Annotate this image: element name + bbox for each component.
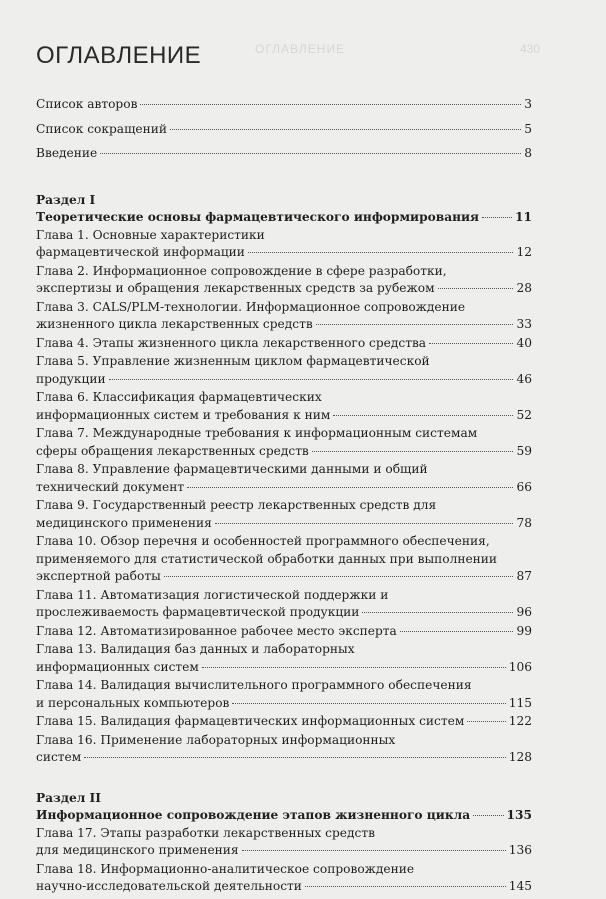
toc-chapter-entry[interactable] <box>36 533 532 586</box>
toc-entry-text: экспертной работы <box>36 569 161 583</box>
toc-page-number: 135 <box>506 808 532 822</box>
dot-leader <box>242 850 506 851</box>
toc-chapter-entry[interactable] <box>36 587 532 622</box>
toc-entry-text: научно-исследовательской деятельности <box>36 879 302 893</box>
toc-entry-last-line <box>36 842 532 860</box>
toc-chapter-entry[interactable] <box>36 263 532 298</box>
dot-leader <box>100 153 521 154</box>
toc-entry-text: жизненного цикла лекарственных средств <box>36 317 313 331</box>
toc-entry-line: Глава 2. Информационное сопровождение в сфере разработки, <box>36 263 447 278</box>
toc-page-number: 136 <box>508 843 532 857</box>
toc-entry-line: Глава 8. Управление фармацевтическими данными и общий <box>36 462 428 476</box>
toc-page-number: 106 <box>508 659 532 674</box>
dot-leader <box>164 576 514 577</box>
toc-front-matter-item[interactable] <box>36 145 532 163</box>
toc-chapter-entry[interactable] <box>36 623 532 641</box>
toc-entry-line: Глава 13. Валидация баз данных и лабораторных <box>36 642 355 656</box>
toc-chapter-entry[interactable] <box>36 461 532 496</box>
toc-entry-line: Глава 10. Обзор перечня и особенностей программного обеспечения, <box>36 534 490 548</box>
toc-entry-last-line <box>36 244 532 262</box>
toc-entry-last-line <box>36 713 532 731</box>
toc-page-number: 12 <box>516 245 532 259</box>
toc-chapter-entry[interactable] <box>36 861 532 896</box>
dot-leader <box>215 523 514 524</box>
toc-entry-text: информационных систем и требования к ним <box>36 407 331 422</box>
page-title: ОГЛАВЛЕНИЕ <box>36 42 202 69</box>
toc-page-number: 28 <box>516 281 532 295</box>
toc-chapter-entry[interactable] <box>36 641 532 676</box>
table-of-contents <box>36 96 532 897</box>
toc-page-number: 11 <box>515 210 532 224</box>
toc-chapter-entry[interactable] <box>36 389 532 424</box>
toc-page-number: 128 <box>508 750 532 764</box>
dot-leader <box>473 815 503 816</box>
toc-entry-line: применяемого для статистической обработки данных при выполнении <box>36 551 498 566</box>
section-title-entry[interactable] <box>36 209 532 227</box>
toc-page-number: 8 <box>524 146 532 160</box>
toc-entry-text: прослеживаемость фармацевтической продукции <box>36 605 360 619</box>
dot-leader <box>438 288 514 289</box>
dot-leader <box>248 252 514 253</box>
toc-entry-last-line <box>36 568 532 586</box>
toc-entry-line: Глава 3. CALS/PLM-технологии. Информационное сопровождение <box>36 299 466 314</box>
toc-entry-last-line <box>36 443 532 461</box>
toc-entry-text: Глава 4. Этапы жизненного цикла лекарственного средства <box>36 335 427 350</box>
toc-chapter-entry[interactable] <box>36 425 532 460</box>
toc-page-number: 115 <box>508 695 532 710</box>
toc-entry-text: Глава 15. Валидация фармацевтических информационных систем <box>36 714 465 728</box>
dot-leader <box>140 104 521 105</box>
toc-chapter-entry[interactable] <box>36 677 532 712</box>
toc-chapter-entry[interactable] <box>36 497 532 532</box>
dot-leader <box>467 721 505 722</box>
toc-entry-line: Глава 5. Управление жизненным циклом фармацевтической <box>36 354 430 368</box>
toc-entry-last-line <box>36 280 532 298</box>
toc-page-number: 33 <box>516 317 532 331</box>
dot-leader <box>232 703 505 704</box>
toc-entry-line: Глава 14. Валидация вычислительного программного обеспечения <box>36 678 472 692</box>
toc-entry-text: сферы обращения лекарственных средств <box>36 443 309 458</box>
dot-leader <box>362 612 513 613</box>
toc-entry-last-line <box>36 623 532 641</box>
toc-entry-text: технический документ <box>36 479 185 494</box>
toc-chapter-entry[interactable] <box>36 227 532 262</box>
toc-chapter-entry[interactable] <box>36 713 532 731</box>
toc-page-number: 40 <box>516 335 532 350</box>
toc-entry-line: Глава 1. Основные характеристики <box>36 227 265 242</box>
dot-leader <box>312 451 514 452</box>
toc-page-number: 122 <box>508 714 532 728</box>
toc-entry-last-line <box>36 659 532 677</box>
toc-entry-text: продукции <box>36 371 106 386</box>
toc-entry-line: Глава 17. Этапы разработки лекарственных средств <box>36 825 375 840</box>
toc-entry-last-line <box>36 695 532 713</box>
toc-page-number: 59 <box>516 443 532 458</box>
toc-page-number: 99 <box>516 623 532 638</box>
section-title: Информационное сопровождение этапов жизненного цикла <box>36 808 471 822</box>
toc-chapter-entry[interactable] <box>36 299 532 334</box>
toc-entry-text: и персональных компьютеров <box>36 695 230 710</box>
bleed-through-running-head: ОГЛАВЛЕНИЕ <box>255 42 346 56</box>
toc-entry-last-line <box>36 371 532 389</box>
toc-chapter-entry[interactable] <box>36 732 532 767</box>
toc-entry-line: Глава 11. Автоматизация логистической поддержки и <box>36 587 389 602</box>
toc-page-number: 5 <box>524 121 532 136</box>
toc-entry-text: Список сокращений <box>36 121 167 136</box>
toc-chapter-entry[interactable] <box>36 825 532 860</box>
section-label: Раздел I <box>36 192 96 207</box>
toc-page-number: 3 <box>524 97 532 111</box>
section-label: Раздел II <box>36 790 101 805</box>
toc-entry-last-line <box>36 407 532 425</box>
toc-entry-last-line <box>36 316 532 334</box>
toc-entry-line: Глава 7. Международные требования к информационным системам <box>36 426 478 440</box>
toc-page-number: 87 <box>516 569 532 583</box>
dot-leader <box>84 757 506 758</box>
toc-entry-text: Введение <box>36 146 98 160</box>
section-title-entry[interactable] <box>36 807 532 825</box>
toc-entry-line: Глава 6. Классификация фармацевтических <box>36 390 322 404</box>
toc-entry-text: экспертизы и обращения лекарственных средств за рубежом <box>36 281 435 295</box>
dot-leader <box>187 487 513 488</box>
toc-page-number: 145 <box>508 879 532 893</box>
toc-entry-text: систем <box>36 750 82 764</box>
toc-chapter-entry[interactable] <box>36 335 532 353</box>
dot-leader <box>109 379 514 380</box>
toc-front-matter-item[interactable] <box>36 121 532 139</box>
toc-entry-last-line <box>36 878 532 896</box>
toc-entry-text: информационных систем <box>36 659 199 674</box>
dot-leader <box>429 343 513 344</box>
toc-page-number: 46 <box>516 371 532 386</box>
dot-leader <box>202 667 506 668</box>
toc-entry-text: фармацевтической информации <box>36 245 245 259</box>
toc-entry-text: Список авторов <box>36 97 138 111</box>
toc-chapter-entry[interactable] <box>36 353 532 388</box>
dot-leader <box>170 129 521 130</box>
toc-entry-line: Глава 9. Государственный реестр лекарственных средств для <box>36 498 437 512</box>
toc-entry-last-line <box>36 515 532 533</box>
toc-entry-text: медицинского применения <box>36 515 212 530</box>
toc-entry-last-line <box>36 604 532 622</box>
toc-entry-last-line <box>36 749 532 767</box>
section-spacer <box>36 768 532 790</box>
toc-page-number: 96 <box>516 605 532 619</box>
toc-entry-text: для медицинского применения <box>36 843 239 857</box>
toc-entry-last-line <box>36 335 532 353</box>
section-spacer <box>36 170 532 192</box>
bleed-through-page-number: 430 <box>520 42 541 56</box>
toc-entry-last-line <box>36 479 532 497</box>
toc-entry-line: Глава 18. Информационно-аналитическое сопровождение <box>36 861 415 876</box>
toc-page-number: 78 <box>516 515 532 530</box>
toc-page-number: 66 <box>516 479 532 494</box>
dot-leader <box>482 217 512 218</box>
toc-entry-line: Глава 16. Применение лабораторных информационных <box>36 732 396 747</box>
toc-entry-text: Глава 12. Автоматизированное рабочее место эксперта <box>36 623 397 638</box>
dot-leader <box>305 886 506 887</box>
section-title: Теоретические основы фармацевтического информирования <box>36 210 480 224</box>
toc-page-number: 52 <box>516 407 532 422</box>
dot-leader <box>333 415 513 416</box>
toc-front-matter-item[interactable] <box>36 96 532 114</box>
dot-leader <box>316 324 514 325</box>
dot-leader <box>400 631 514 632</box>
